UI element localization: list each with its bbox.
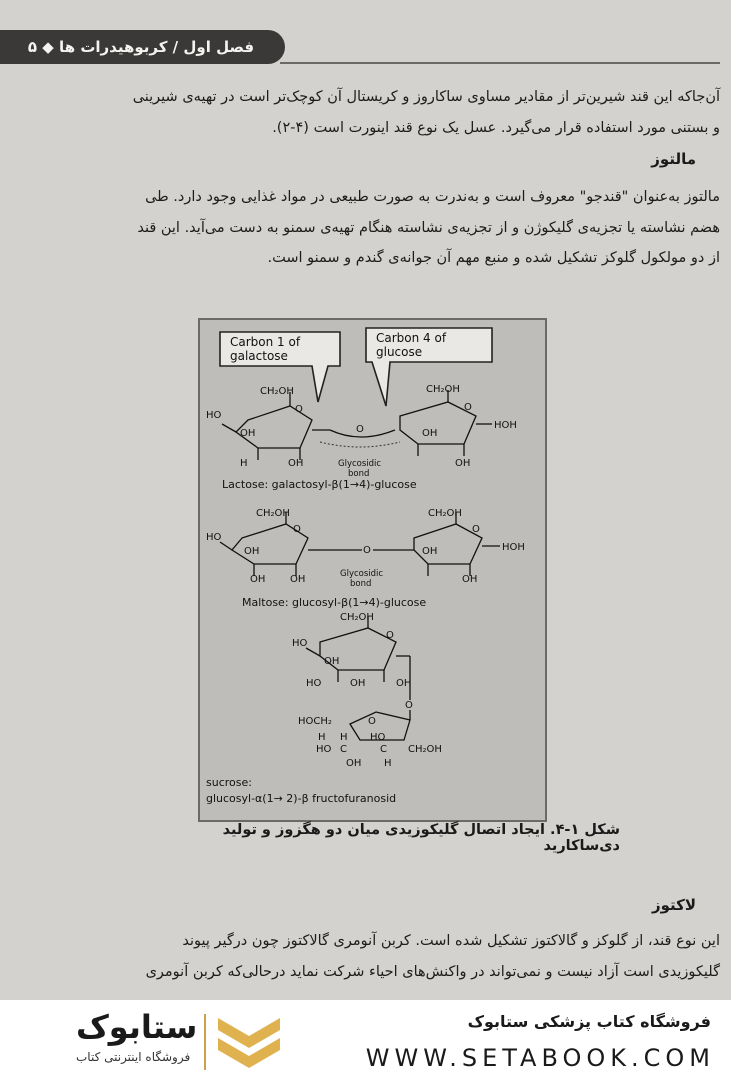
- text-line: هضم نشاسته یا تجزیه‌ی گلیکوژن و از تجزیه‌ی نشاسته هنگام تهیه‌ی سمنو به دست می‌آید. این قند: [137, 219, 720, 236]
- group-label: CH₂OH: [426, 384, 460, 395]
- callout-line: glucose: [376, 345, 423, 359]
- group-label: OH: [350, 678, 366, 689]
- group-label: OH: [288, 458, 304, 469]
- maltose-left-ring: [220, 512, 320, 576]
- group-label: HO: [292, 638, 308, 649]
- group-label: H: [318, 732, 326, 743]
- group-label: HOH: [494, 420, 517, 431]
- lactose-label: Lactose: galactosyl-β(1→4)-glucose: [222, 478, 417, 491]
- chapter-title: فصل اول / کربوهیدرات ها ◆ ۵: [27, 38, 255, 56]
- group-label: OH: [422, 428, 438, 439]
- group-label: O: [464, 402, 472, 413]
- text-line: مالتوز به‌عنوان "قندجو" معروف است و به‌ندرت به صورت طبیعی در مواد غذایی وجود دارد. طی: [145, 189, 720, 205]
- group-label: OH: [250, 574, 266, 585]
- logo-divider: [204, 1014, 206, 1070]
- bond-oxygen: O: [356, 424, 364, 435]
- group-label: OH: [346, 758, 362, 769]
- callout-line: Carbon 1 of: [230, 335, 301, 349]
- group-label: O: [472, 524, 480, 535]
- group-label: CH₂OH: [340, 612, 374, 623]
- lactose-paragraph: [70, 926, 720, 987]
- sucrose-label: sucrose:: [206, 776, 252, 789]
- bond-label: bond: [350, 579, 372, 589]
- figure-caption: شکل ۱-۴. ایجاد اتصال گلیکوزیدی میان دو هگزوز و تولید دی‌ساکارید: [222, 822, 620, 854]
- group-label: O: [386, 630, 394, 641]
- callout-line: galactose: [230, 349, 288, 363]
- sucrose-label: glucosyl-α(1→ 2)-β fructofuranosid: [206, 792, 397, 805]
- group-label: HO: [206, 532, 222, 543]
- maltose-label: Maltose: glucosyl-β(1→4)-glucose: [242, 596, 427, 609]
- text-line: آن‌جاکه این قند شیرین‌تر از مقادیر مساوی ساکاروز و کریستال آن کوچک‌تر است در تهیه‌ی شیرینی: [132, 89, 720, 105]
- logo-name: ستابوک: [76, 1008, 198, 1046]
- lactose-galactose-ring: [222, 392, 330, 460]
- maltose-right-ring: [414, 512, 500, 576]
- group-label: OH: [240, 428, 256, 439]
- group-label: HO: [206, 410, 222, 421]
- text-line: گلیکوزیدی است آزاد نیست و نمی‌تواند در واکنش‌های احیاء شرکت نماید درحالی‌که کربن آنومری: [145, 963, 720, 980]
- group-label: O: [368, 716, 376, 727]
- lactose-glucose-ring: [400, 390, 492, 456]
- group-label: OH: [396, 678, 412, 689]
- text-line: از دو مولکول گلوکز تشکیل شده و منبع مهم آن جوانه‌ی گندم و سمنو است.: [267, 250, 720, 266]
- callout-line: Carbon 4 of: [376, 331, 447, 345]
- group-label: H: [240, 458, 248, 469]
- intro-paragraph: [70, 82, 720, 143]
- group-label: OH: [290, 574, 306, 585]
- header-rule: [280, 62, 720, 64]
- bond-label: bond: [348, 469, 370, 479]
- bond-label: Glycosidic: [338, 459, 382, 469]
- structure-diagram: [200, 320, 545, 820]
- bond-label: Glycosidic: [340, 569, 384, 579]
- section-title-maltose: مالتوز: [651, 150, 696, 168]
- group-label: C: [340, 744, 347, 755]
- text-line: و بستنی مورد استفاده قرار می‌گیرد. عسل یک نوع قند اینورت است (۴-۲).: [272, 119, 720, 136]
- group-label: C: [380, 744, 387, 755]
- group-label: CH₂OH: [408, 744, 442, 755]
- group-label: OH: [244, 546, 260, 557]
- bond-oxygen: O: [363, 545, 371, 556]
- group-label: HO: [306, 678, 322, 689]
- store-logo[interactable]: [36, 1008, 286, 1072]
- group-label: HO: [316, 744, 332, 755]
- group-label: HOCH₂: [298, 716, 332, 727]
- text-line: این نوع قند، از گلوکز و گالاکتوز تشکیل شده است. کربن آنومری گالاکتوز چون درگیر پیوند: [182, 933, 720, 949]
- section-title-lactose: لاکتوز: [651, 896, 696, 914]
- shop-url-link[interactable]: WWW.SETABOOK.COM: [365, 1044, 715, 1072]
- group-label: HOH: [502, 542, 525, 553]
- group-label: H: [384, 758, 392, 769]
- disaccharide-figure: [198, 318, 547, 822]
- footer-banner: [0, 1000, 731, 1080]
- group-label: HO: [370, 732, 386, 743]
- group-label: H: [340, 732, 348, 743]
- chapter-header: [0, 30, 285, 64]
- group-label: OH: [324, 656, 340, 667]
- group-label: OH: [462, 574, 478, 585]
- maltose-paragraph: [70, 182, 720, 274]
- group-label: O: [405, 700, 413, 711]
- group-label: CH₂OH: [260, 386, 294, 397]
- group-label: O: [295, 404, 303, 415]
- group-label: CH₂OH: [256, 508, 290, 519]
- group-label: O: [293, 524, 301, 535]
- chevron-logo-icon: [214, 1012, 284, 1072]
- group-label: CH₂OH: [428, 508, 462, 519]
- logo-subtitle: فروشگاه اینترنتی کتاب: [76, 1050, 191, 1064]
- group-label: OH: [422, 546, 438, 557]
- group-label: OH: [455, 458, 471, 469]
- shop-name: فروشگاه کتاب پزشکی ستابوک: [467, 1012, 711, 1031]
